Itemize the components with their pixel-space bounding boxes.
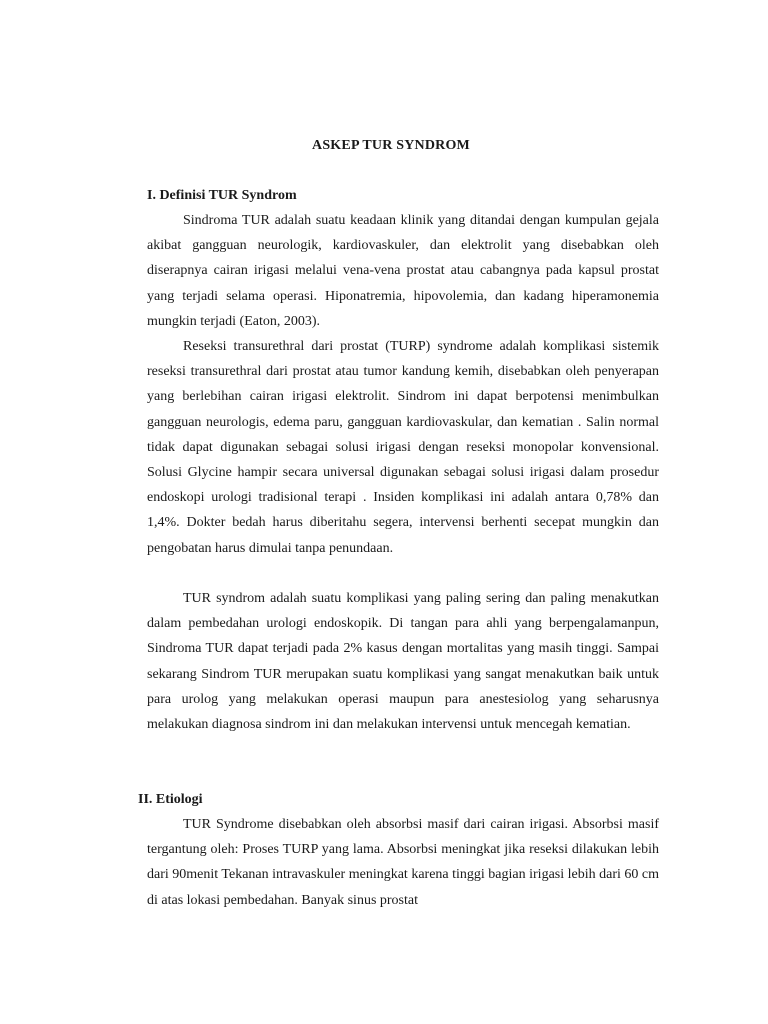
paragraph-definisi-2: Reseksi transurethral dari prostat (TURP) syndrome adalah komplikasi sistemik reseksi transurethral dari prostat atau tumor kandung kemih, disebabkan oleh penyerapan yang berlebihan cairan irigasi elektrolit. Sindrom ini dapat berpotensi menimbulkan gangguan neurologis, edema paru, gangguan kardiovaskular, dan kematian . Salin normal tidak dapat digunakan sebagai solusi irigasi dengan reseksi monopolar konvensional. Solusi Glycine hampir secara universal digunakan sebagai solusi irigasi dalam prosedur endoskopi urologi tradisional terapi . Insiden komplikasi ini adalah antara 0,78% dan 1,4%. Dokter bedah harus diberitahu segera, intervensi berhenti secepat mungkin dan pengobatan harus dimulai tanpa penundaan. [147, 339, 659, 556]
paragraph-definisi-1: Sindroma TUR adalah suatu keadaan klinik yang ditandai dengan kumpulan gejala akibat gangguan neurologik, kardiovaskuler, dan elektrolit yang disebabkan oleh diserapnya cairan irigasi melalui vena-vena prostat atau cabangnya pada kapsul prostat yang terjadi selama operasi. Hiponatremia, hipovolemia, dan kadang hiperamonemia mungkin terjadi (Eaton, 2003). [147, 213, 659, 329]
section-heading-definisi: I. Definisi TUR Syndrom [147, 188, 297, 203]
paragraph-definisi-3: TUR syndrom adalah suatu komplikasi yang paling sering dan paling menakutkan dalam pembedahan urologi endoskopik. Di tangan para ahli yang berpengalamanpun, Sindroma TUR dapat terjadi pada 2% kasus dengan mortalitas yang masih tinggi. Sampai sekarang Sindrom TUR merupakan suatu komplikasi yang sangat menakutkan baik untuk para urolog yang melakukan operasi maupun para anestesiolog yang seharusnya melakukan diagnosa sindrom ini dan melakukan intervensi untuk mencegah kematian. [147, 591, 659, 733]
section-heading-etiologi: II. Etiologi [138, 792, 203, 807]
paragraph-etiologi-1: TUR Syndrome disebabkan oleh absorbsi masif dari cairan irigasi. Absorbsi masif tergantung oleh: Proses TURP yang lama. Absorbsi meningkat jika reseksi dilakukan lebih dari 90menit Tekanan intravaskuler meningkat karena tinggi bagian irigasi lebih dari 60 cm di atas lokasi pembedahan. Banyak sinus prostat [147, 817, 659, 908]
document-title: ASKEP TUR SYNDROM [312, 138, 470, 153]
